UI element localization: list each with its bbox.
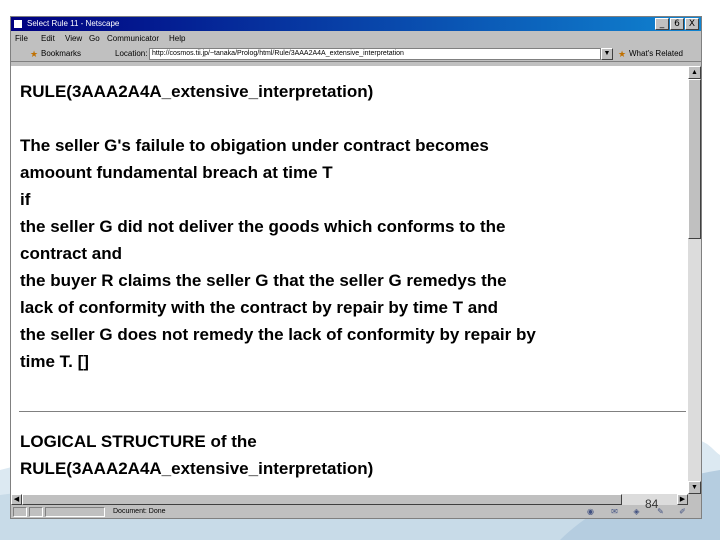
bookmarks-button[interactable]: Bookmarks (41, 49, 82, 58)
rule-body-line: the seller G does not remedy the lack of conformity by repair by (20, 325, 536, 344)
rule-body-line: if (20, 190, 31, 209)
navigator-icon[interactable]: ◉ (587, 507, 594, 516)
section-heading-line: RULE(3AAA2A4A_extensive_interpretation) (20, 459, 374, 478)
status-bar (11, 506, 701, 518)
menu-file[interactable]: File (15, 34, 28, 43)
menu-view[interactable]: View (65, 34, 83, 43)
status-text: Document: Done (113, 508, 166, 515)
location-dropdown-button[interactable]: ▼ (601, 48, 613, 60)
netscape-app-icon (13, 19, 23, 29)
scroll-left-button[interactable]: ◀ (11, 494, 22, 505)
rule-body-line: the buyer R claims the seller G that the seller G remedys the (20, 271, 507, 290)
vertical-scrollbar[interactable] (688, 66, 701, 494)
rule-body-line: time T. [] (20, 352, 89, 371)
rule-body-line: the seller G did not deliver the goods which conforms to the (20, 217, 506, 236)
mail-icon[interactable]: ✉ (611, 507, 618, 516)
rule-body (11, 132, 688, 375)
rule-body-line: amoount fundamental breach at time T (20, 163, 333, 182)
document-content (11, 66, 688, 494)
section-heading-line: LOGICAL STRUCTURE of the (20, 432, 257, 451)
scroll-up-button[interactable]: ▲ (688, 66, 701, 79)
slide-number: 84 (645, 497, 659, 511)
maximize-button[interactable]: 6 (670, 18, 684, 30)
location-url-input[interactable]: http://cosmos.tii.jp/~tanaka/Prolog/html/Rule/3AAA2A4A_extensive_interpretation (149, 48, 601, 60)
scroll-right-button[interactable]: ▶ (677, 494, 688, 505)
menu-communicator[interactable]: Communicator (107, 34, 160, 43)
browser-window (10, 16, 702, 519)
address-book-icon[interactable]: ✐ (679, 507, 686, 516)
rule-body-line: lack of conformity with the contract by repair by time T and (20, 298, 498, 317)
newsgroups-icon[interactable]: ◈ (633, 507, 640, 516)
horizontal-scroll-thumb[interactable] (22, 494, 622, 505)
connection-icon (29, 507, 43, 517)
menu-go[interactable]: Go (89, 34, 100, 43)
whats-related-button[interactable]: What's Related (629, 49, 683, 58)
horizontal-scrollbar[interactable] (11, 494, 688, 505)
menu-edit[interactable]: Edit (41, 34, 55, 43)
menu-bar (11, 32, 701, 46)
window-title: Select Rule 11 - Netscape (27, 19, 120, 28)
whats-related-icon: ★ (617, 49, 627, 59)
close-button[interactable]: X (685, 18, 699, 30)
security-lock-icon[interactable] (13, 507, 27, 517)
vertical-scroll-thumb[interactable] (688, 79, 701, 239)
progress-pane (45, 507, 105, 517)
rule-body-line: contract and (20, 244, 123, 263)
logical-structure-heading (11, 428, 688, 482)
rule-body-line: The seller G's failule to obigation under contract becomes (20, 136, 489, 155)
location-label: Location: (115, 49, 148, 58)
title-bar[interactable] (11, 17, 701, 31)
minimize-button[interactable]: _ (655, 18, 669, 30)
composer-icon[interactable]: ✎ (657, 507, 664, 516)
bookmark-star-icon: ★ (29, 49, 39, 59)
menu-help[interactable]: Help (169, 34, 186, 43)
horizontal-rule (19, 411, 686, 413)
rule-name-heading: RULE(3AAA2A4A_extensive_interpretation) (20, 82, 374, 101)
location-toolbar (11, 47, 701, 61)
scroll-down-button[interactable]: ▼ (688, 481, 701, 494)
